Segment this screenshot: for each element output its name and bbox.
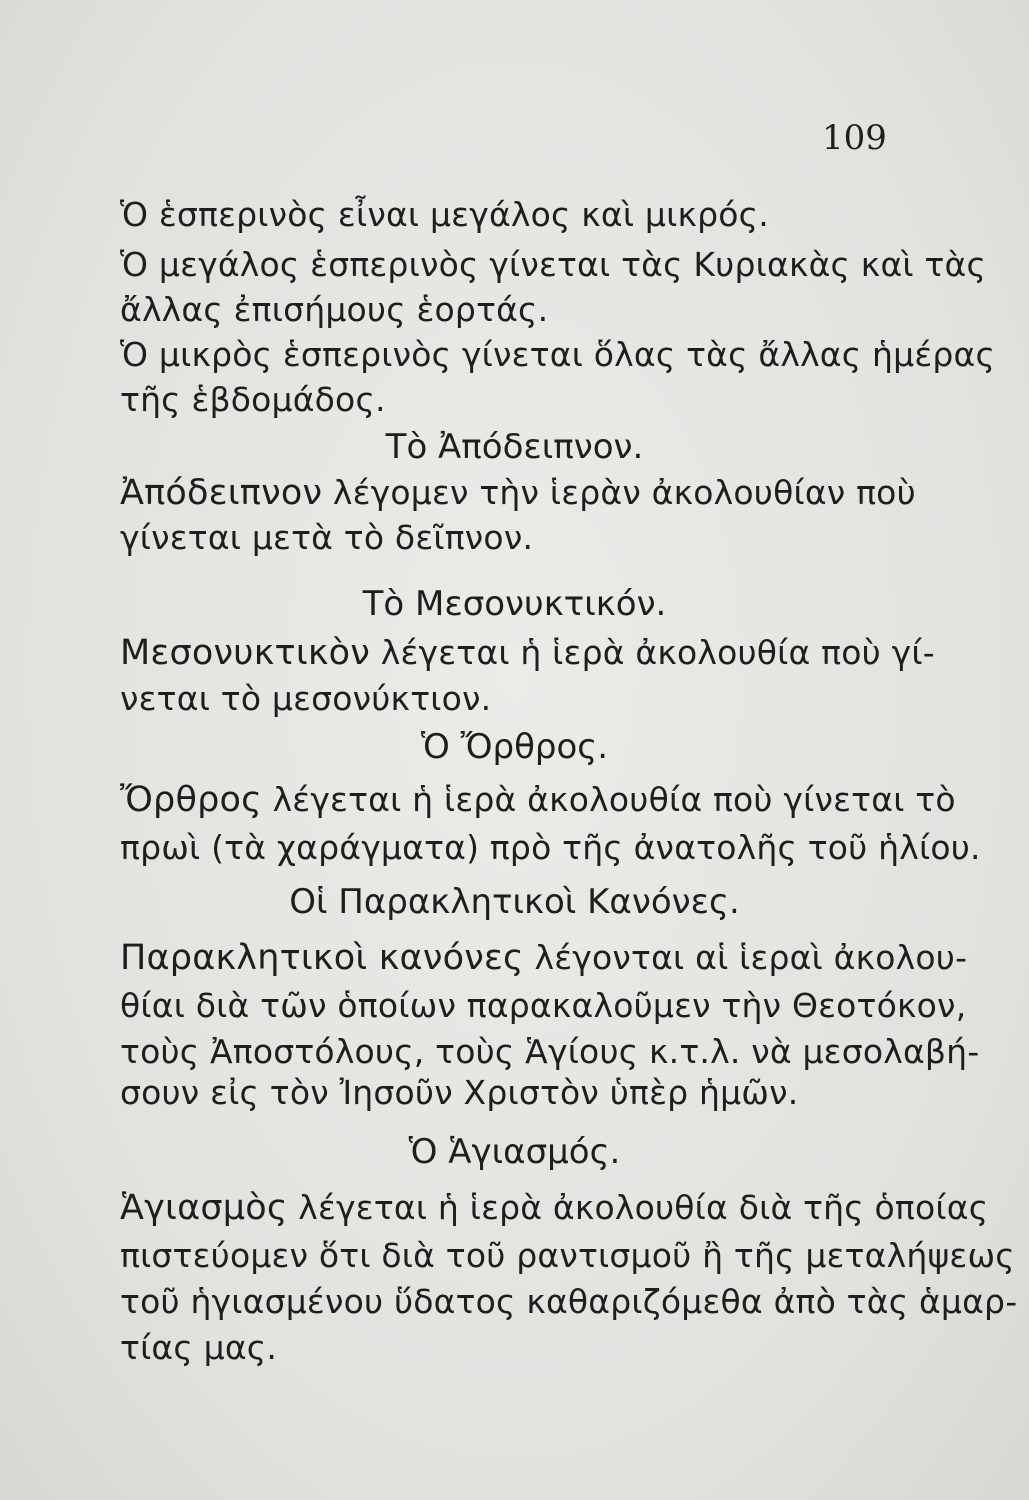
agiasmos-line-3: τοῦ ἡγιασμένου ὕδατος καθαριζόμεθα ἀπὸ τὰς ἁμαρ-: [120, 1282, 1018, 1321]
apodeipnon-line-1-rest: λέγομεν τὴν ἱερὰν ἀκολουθίαν ποὺ: [332, 473, 916, 512]
parakletikoi-line-1: [120, 938, 968, 978]
apodeipnon-term: Ἀπόδειπνον: [120, 473, 323, 513]
agiasmos-term: Ἁγιασμὸς: [120, 1188, 288, 1228]
intro-line-1: Ὁ ἑσπερινὸς εἶναι μεγάλος καὶ μικρός.: [120, 195, 769, 234]
apodeipnon-line-2: γίνεται μετὰ τὸ δεῖπνον.: [120, 518, 534, 557]
intro-line-4: Ὁ μικρὸς ἑσπερινὸς γίνεται ὅλας τὰς ἄλλας ἡμέρας: [120, 335, 996, 374]
mesonyktikon-line-2: νεται τὸ μεσονύκτιον.: [120, 679, 492, 718]
apodeipnon-heading: Τὸ Ἀπόδειπνον.: [385, 427, 644, 467]
mesonyktikon-heading: Τὸ Μεσονυκτικόν.: [362, 584, 667, 624]
parakletikoi-line-3: τοὺς Ἀποστόλους, τοὺς Ἁγίους κ.τ.λ. νὰ μεσολαβή-: [120, 1032, 980, 1071]
mesonyktikon-line-1-rest: λέγεται ἡ ἱερὰ ἀκολουθία ποὺ γί-: [380, 633, 935, 672]
orthros-term: Ὄρθρος: [120, 780, 262, 820]
page-number: 109: [822, 118, 887, 158]
mesonyktikon-line-1: [120, 633, 935, 673]
orthros-line-1-rest: λέγεται ἡ ἱερὰ ἀκολουθία ποὺ γίνεται τὸ: [272, 780, 956, 819]
mesonyktikon-term: Μεσονυκτικὸν: [120, 633, 371, 673]
intro-line-2: Ὁ μεγάλος ἑσπερινὸς γίνεται τὰς Κυριακὰς καὶ τὰς: [120, 245, 987, 284]
parakletikoi-line-4: σουν εἰς τὸν Ἰησοῦν Χριστὸν ὑπὲρ ἡμῶν.: [120, 1073, 799, 1112]
parakletikoi-heading: Οἱ Παρακλητικοὶ Κανόνες.: [289, 882, 740, 922]
intro-line-5: τῆς ἑβδομάδος.: [120, 380, 386, 419]
orthros-line-2: πρωὶ (τὰ χαράγματα) πρὸ τῆς ἀνατολῆς τοῦ ἡλίου.: [120, 828, 981, 867]
apodeipnon-line-1: [120, 473, 916, 513]
intro-line-3: ἄλλας ἐπισήμους ἑορτάς.: [120, 290, 549, 329]
agiasmos-heading: Ὁ Ἁγιασμός.: [408, 1132, 621, 1172]
agiasmos-line-2: πιστεύομεν ὅτι διὰ τοῦ ραντισμοῦ ἢ τῆς μεταλήψεως: [120, 1236, 1015, 1275]
parakletikoi-line-1-rest: λέγονται αἱ ἱεραὶ ἀκολου-: [534, 938, 968, 977]
agiasmos-line-1-rest: λέγεται ἡ ἱερὰ ἀκολουθία διὰ τῆς ὁποίας: [298, 1188, 989, 1227]
agiasmos-line-4: τίας μας.: [120, 1328, 278, 1367]
agiasmos-line-1: [120, 1188, 989, 1228]
orthros-heading: Ὁ Ὄρθρος.: [420, 727, 609, 767]
orthros-line-1: [120, 780, 956, 820]
parakletikoi-line-2: θίαι διὰ τῶν ὁποίων παρακαλοῦμεν τὴν Θεοτόκον,: [120, 986, 967, 1025]
parakletikoi-term: Παρακλητικοὶ κανόνες: [120, 938, 524, 978]
